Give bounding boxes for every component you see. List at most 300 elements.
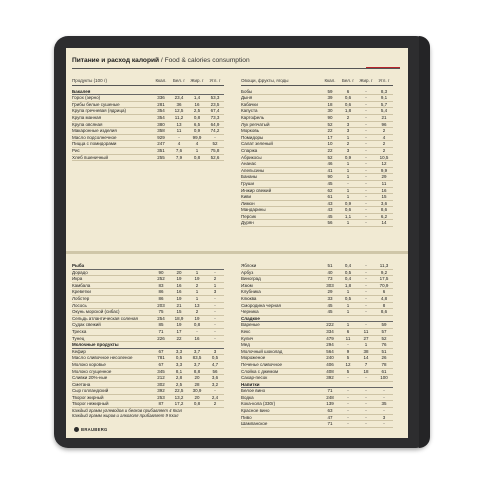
nutrition-value: 13 bbox=[176, 121, 182, 127]
product-name: Дорадо bbox=[72, 269, 88, 275]
nutrition-value: - bbox=[365, 388, 367, 394]
nutrition-value: 6 bbox=[346, 88, 350, 94]
table-row bbox=[241, 415, 393, 422]
nutrition-value: - bbox=[365, 375, 367, 381]
product-name: Молоко сгущенное bbox=[72, 368, 112, 374]
table-row bbox=[241, 375, 393, 382]
nutrition-value: 1 bbox=[213, 282, 217, 288]
column-header-value: Угл. г bbox=[209, 78, 221, 83]
table-row bbox=[241, 148, 393, 155]
table-row bbox=[241, 336, 393, 343]
product-name: Сахар-песок bbox=[241, 375, 268, 381]
nutrition-value: 45 bbox=[327, 302, 333, 308]
nutrition-value: 64,9 bbox=[210, 121, 220, 127]
product-name: Масло сливочное несоленое bbox=[72, 355, 133, 361]
nutrition-value: 78 bbox=[381, 361, 387, 367]
product-name: Красное вино bbox=[241, 408, 270, 414]
nutrition-value: 21 bbox=[176, 302, 182, 308]
nutrition-value: 9,9 bbox=[380, 167, 388, 173]
nutrition-value: 5 bbox=[346, 368, 350, 374]
product-name: Клюква bbox=[241, 295, 257, 301]
table-row bbox=[72, 276, 224, 283]
product-name: Водка bbox=[241, 394, 254, 400]
nutrition-value: 90 bbox=[158, 269, 164, 275]
nutrition-value: - bbox=[365, 134, 367, 140]
nutrition-value: - bbox=[383, 408, 385, 414]
nutrition-value: 2 bbox=[346, 141, 350, 147]
nutrition-value: 1 bbox=[346, 220, 350, 226]
nutrition-value: 0,5 bbox=[211, 355, 219, 361]
table-row bbox=[241, 401, 393, 408]
nutrition-value: 11,3 bbox=[379, 263, 389, 268]
table-row bbox=[241, 388, 393, 395]
nutrition-value: 22 bbox=[176, 335, 182, 341]
nutrition-value: 23,4 bbox=[174, 95, 184, 101]
nutrition-value: 26 bbox=[381, 355, 387, 361]
nutrition-value: 1 bbox=[195, 295, 199, 301]
nutrition-value: - bbox=[214, 309, 216, 315]
nutrition-value: 19 bbox=[176, 322, 182, 328]
table-header bbox=[72, 78, 224, 86]
nutrition-value: 51 bbox=[381, 348, 387, 354]
nutrition-value: - bbox=[365, 141, 367, 147]
nutrition-value: 8,3 bbox=[380, 88, 388, 94]
nutrition-value: 16 bbox=[176, 289, 182, 295]
table-row bbox=[241, 174, 393, 181]
table-row bbox=[72, 395, 224, 402]
nutrition-value: 61 bbox=[327, 194, 333, 200]
nutrition-value: 43 bbox=[327, 207, 333, 213]
nutrition-value: 22,5 bbox=[174, 388, 184, 394]
nutrition-value: 1 bbox=[346, 322, 350, 328]
nutrition-value: 35 bbox=[381, 401, 387, 407]
nutrition-value: 52,6 bbox=[210, 154, 220, 160]
product-name: Лобстер bbox=[72, 295, 90, 301]
nutrition-value: 99,9 bbox=[192, 134, 202, 140]
nutrition-value: 1 bbox=[346, 187, 350, 193]
product-name: Треска bbox=[72, 328, 87, 334]
nutrition-value: 19 bbox=[176, 276, 182, 282]
nutrition-value: 3,3 bbox=[175, 348, 183, 354]
nutrition-value: 75,8 bbox=[210, 147, 220, 153]
product-name: Кабачки bbox=[241, 101, 258, 107]
nutrition-value: 226 bbox=[157, 335, 165, 341]
column-header-value: Ккал. bbox=[155, 78, 167, 83]
nutrition-value: 7,6 bbox=[175, 147, 183, 153]
nutrition-value: 2 bbox=[346, 114, 350, 120]
nutrition-value: 3 bbox=[346, 147, 350, 153]
nutrition-value: - bbox=[347, 421, 349, 427]
section-title: Сладкое bbox=[241, 315, 260, 321]
product-name: Лосось bbox=[72, 302, 87, 308]
nutrition-value: 17 bbox=[176, 328, 182, 334]
nutrition-value: - bbox=[365, 121, 367, 127]
nutrition-value: - bbox=[214, 295, 216, 301]
column-header-value: Бел. г bbox=[172, 78, 186, 83]
nutrition-value: 8,1 bbox=[175, 368, 183, 374]
nutrition-value: 0,5 bbox=[175, 355, 183, 361]
nutrition-value: 61 bbox=[381, 368, 387, 374]
table-row bbox=[241, 362, 393, 369]
nutrition-value: 354 bbox=[157, 108, 165, 114]
nutrition-value: 36 bbox=[176, 101, 182, 107]
nutrition-value: - bbox=[365, 263, 367, 268]
product-name: Капуста bbox=[241, 108, 258, 114]
nutrition-value: 2 bbox=[382, 147, 386, 153]
table-row bbox=[72, 122, 224, 129]
nutrition-value: 0,5 bbox=[344, 295, 352, 301]
nutrition-value: 76 bbox=[381, 342, 387, 348]
product-name: Крупа манная bbox=[72, 114, 102, 120]
nutrition-value: 5,7 bbox=[380, 101, 388, 107]
nutrition-value: 781 bbox=[157, 355, 165, 361]
table-row bbox=[241, 322, 393, 329]
nutrition-value: 3 bbox=[213, 348, 217, 354]
table-row bbox=[72, 148, 224, 155]
nutrition-value: 90 bbox=[327, 174, 333, 180]
product-name: Яблоки bbox=[241, 263, 257, 268]
table-row bbox=[241, 309, 393, 316]
nutrition-value: 57 bbox=[381, 328, 387, 334]
nutrition-value: 0,6 bbox=[344, 101, 352, 107]
nutrition-value: 96 bbox=[381, 121, 387, 127]
nutrition-value: - bbox=[365, 207, 367, 213]
table-row bbox=[72, 296, 224, 303]
product-name: Пиво bbox=[241, 414, 252, 420]
nutrition-value: - bbox=[347, 388, 349, 394]
section-heading bbox=[72, 342, 224, 349]
table-row bbox=[241, 214, 393, 221]
nutrition-value: 392 bbox=[157, 388, 165, 394]
product-name: Крупа гречневая (ядрица) bbox=[72, 108, 127, 114]
table-row bbox=[241, 102, 393, 109]
nutrition-value: - bbox=[365, 114, 367, 120]
nutrition-value: 253 bbox=[157, 394, 165, 400]
nutrition-value: 1 bbox=[346, 161, 350, 167]
nutrition-value: 41 bbox=[327, 167, 333, 173]
table-row bbox=[241, 155, 393, 162]
product-name: Морковь bbox=[241, 128, 260, 134]
table-row bbox=[72, 401, 224, 408]
nutrition-value: - bbox=[365, 213, 367, 219]
table-row bbox=[72, 355, 224, 362]
table-row bbox=[72, 95, 224, 102]
product-name: Икра bbox=[72, 276, 83, 282]
nutrition-value: 45 bbox=[327, 309, 333, 315]
nutrition-value: - bbox=[365, 322, 367, 328]
table-row bbox=[241, 188, 393, 195]
nutrition-value: 30 bbox=[327, 108, 333, 114]
nutrition-value: 0,8 bbox=[193, 154, 201, 160]
nutrition-value: 8 bbox=[382, 302, 386, 308]
nutrition-value: 10 bbox=[327, 141, 333, 147]
nutrition-value: 8,6 bbox=[380, 309, 388, 315]
nutrition-value: 3,6 bbox=[211, 375, 219, 381]
nutrition-value: 1 bbox=[346, 134, 350, 140]
nutrition-value: 254 bbox=[157, 315, 165, 321]
nutrition-value: 62 bbox=[327, 187, 333, 193]
nutrition-value: - bbox=[347, 408, 349, 414]
table-row bbox=[241, 421, 393, 428]
nutrition-value: - bbox=[383, 394, 385, 400]
nutrition-value: 56 bbox=[327, 220, 333, 226]
nutrition-value: 29 bbox=[327, 289, 333, 295]
nutrition-value: 83,5 bbox=[192, 355, 202, 361]
nutrition-value: - bbox=[383, 421, 385, 427]
nutrition-value: 2 bbox=[382, 141, 386, 147]
nutrition-value: 0,6 bbox=[344, 95, 352, 101]
table-row bbox=[72, 115, 224, 122]
nutrition-value: 6 bbox=[382, 289, 386, 295]
nutrition-value: 203 bbox=[157, 302, 165, 308]
nutrition-value: - bbox=[365, 147, 367, 153]
product-name: Черника bbox=[241, 309, 259, 315]
column-header-value: Жир. г bbox=[190, 78, 204, 83]
nutrition-value: 3 bbox=[382, 414, 386, 420]
nutrition-value: 16 bbox=[194, 335, 200, 341]
nutrition-value: 281 bbox=[157, 101, 165, 107]
nutrition-value: - bbox=[214, 328, 216, 334]
nutrition-value: 8,6 bbox=[380, 207, 388, 213]
nutrition-value: 13 bbox=[194, 302, 200, 308]
product-name: Белое вино bbox=[241, 388, 266, 394]
nutrition-value: 16 bbox=[381, 187, 387, 193]
product-name: Кока-кола (330г) bbox=[241, 401, 276, 407]
product-name: Персик bbox=[241, 213, 256, 219]
nutrition-value: 28 bbox=[194, 381, 200, 387]
product-name: Креветки bbox=[72, 289, 91, 295]
table-row bbox=[72, 382, 224, 389]
nutrition-value: 6,5 bbox=[193, 121, 201, 127]
nutrition-value: 52 bbox=[381, 335, 387, 341]
nutrition-value: 2,5 bbox=[193, 108, 201, 114]
nutrition-value: 4 bbox=[382, 134, 386, 140]
nutrition-value: 19 bbox=[194, 276, 200, 282]
table-row bbox=[241, 122, 393, 129]
bottom-right-table bbox=[241, 263, 393, 428]
nutrition-value: 11 bbox=[363, 328, 369, 334]
product-name: Окунь морской (сибас) bbox=[72, 309, 120, 315]
nutrition-value: 564 bbox=[326, 348, 334, 354]
product-name: Молочный шоколад bbox=[241, 348, 283, 354]
nutrition-value: 11 bbox=[381, 180, 387, 186]
nutrition-value: 2 bbox=[195, 282, 199, 288]
nutrition-value: 9 bbox=[346, 348, 350, 354]
nutrition-value: 70,9 bbox=[379, 282, 389, 288]
product-name: Крупа овсяная bbox=[72, 121, 103, 127]
nutrition-value: 247 bbox=[157, 141, 165, 147]
product-name: Хлеб пшеничный bbox=[72, 154, 109, 160]
nutrition-value: 51 bbox=[327, 263, 333, 268]
nutrition-value: 1 bbox=[346, 289, 350, 295]
nutrition-value: 336 bbox=[157, 95, 165, 101]
nutrition-value: 9,1 bbox=[380, 95, 388, 101]
nutrition-value: 52 bbox=[212, 141, 218, 147]
nutrition-value: 1 bbox=[346, 174, 350, 180]
table-row bbox=[72, 155, 224, 162]
nutrition-value: 0,6 bbox=[344, 207, 352, 213]
section-heading bbox=[72, 89, 224, 96]
nutrition-value: 71 bbox=[327, 388, 333, 394]
table-row bbox=[241, 194, 393, 201]
nutrition-value: 3,7 bbox=[193, 348, 201, 354]
product-name: Бобы bbox=[241, 88, 253, 94]
nutrition-value: 71 bbox=[327, 421, 333, 427]
nutrition-value: 1 bbox=[364, 342, 368, 348]
bottom-left-table bbox=[72, 263, 224, 419]
product-name: Изюм bbox=[241, 282, 253, 288]
nutrition-value: 0,9 bbox=[344, 154, 352, 160]
nutrition-value: 3,7 bbox=[193, 361, 201, 367]
table-row bbox=[241, 349, 393, 356]
nutrition-value: - bbox=[365, 95, 367, 101]
nutrition-value: 252 bbox=[157, 276, 165, 282]
nutrition-value: 0,5 bbox=[344, 269, 352, 275]
nutrition-value: - bbox=[214, 388, 216, 394]
nutrition-value: 1 bbox=[346, 167, 350, 173]
nutrition-value: 302 bbox=[157, 381, 165, 387]
table-row bbox=[241, 395, 393, 402]
nutrition-value: - bbox=[365, 180, 367, 186]
nutrition-value: 67,4 bbox=[210, 108, 220, 114]
nutrition-value: 1,1 bbox=[344, 213, 352, 219]
nutrition-value: 0,8 bbox=[193, 322, 201, 328]
nutrition-value: 56 bbox=[212, 368, 218, 374]
table-row bbox=[241, 355, 393, 362]
product-name: Масло подсолнечное bbox=[72, 134, 117, 140]
table-row bbox=[241, 207, 393, 214]
top-right-table bbox=[241, 78, 393, 227]
table-row bbox=[72, 289, 224, 296]
table-row bbox=[72, 135, 224, 142]
nutrition-value: - bbox=[214, 322, 216, 328]
nutrition-value: 12 bbox=[381, 161, 387, 167]
table-row bbox=[72, 270, 224, 277]
nutrition-value: - bbox=[365, 276, 367, 282]
table-row bbox=[241, 181, 393, 188]
nutrition-value: 303 bbox=[326, 282, 334, 288]
title-accent-rule bbox=[366, 67, 400, 68]
footnote: Каждый грамм углеводов и белков прибавляет 4 Ккал bbox=[72, 408, 183, 414]
nutrition-value: 11,2 bbox=[174, 114, 184, 120]
table-row bbox=[241, 89, 393, 96]
nutrition-value: 0,9 bbox=[344, 200, 352, 206]
nutrition-value: 1 bbox=[195, 269, 199, 275]
nutrition-value: 15 bbox=[176, 309, 182, 315]
nutrition-value: - bbox=[365, 101, 367, 107]
nutrition-value: 8,8 bbox=[193, 368, 201, 374]
nutrition-value: - bbox=[365, 187, 367, 193]
nutrition-value: 17,5 bbox=[379, 276, 389, 282]
elastic-strap bbox=[419, 36, 430, 448]
nutrition-value: - bbox=[214, 302, 216, 308]
nutrition-value: 212 bbox=[157, 375, 165, 381]
nutrition-value: 2,4 bbox=[211, 394, 219, 400]
product-name: Помидоры bbox=[241, 134, 264, 140]
nutrition-value: 0,8 bbox=[193, 401, 201, 407]
nutrition-value: 20 bbox=[194, 394, 200, 400]
product-name: Бананы bbox=[241, 174, 258, 180]
nutrition-value: 16 bbox=[194, 101, 200, 107]
nutrition-value: 1,8 bbox=[344, 108, 352, 114]
nutrition-value: - bbox=[365, 421, 367, 427]
table-row bbox=[72, 283, 224, 290]
nutrition-value: 10,5 bbox=[379, 154, 389, 160]
nutrition-value: 39 bbox=[327, 95, 333, 101]
footnote: Каждый грамм жиров и алкоголя прибавляет 9 Ккал bbox=[72, 413, 179, 419]
nutrition-value: 3,3 bbox=[175, 361, 183, 367]
nutrition-value: 7 bbox=[364, 361, 368, 367]
product-name: Салат зеленый bbox=[241, 141, 273, 147]
nutrition-value: - bbox=[365, 414, 367, 420]
product-name: Ананас bbox=[241, 161, 257, 167]
nutrition-value: 33 bbox=[327, 295, 333, 301]
nutrition-value: 1 bbox=[195, 289, 199, 295]
nutrition-value: 45 bbox=[327, 180, 333, 186]
table-row bbox=[241, 108, 393, 115]
product-name: Шампанское bbox=[241, 421, 268, 427]
product-name: Кефир bbox=[72, 348, 86, 354]
nutrition-value: 90 bbox=[327, 114, 333, 120]
page-title bbox=[72, 57, 250, 64]
nutrition-value: - bbox=[347, 375, 349, 381]
nutrition-value: - bbox=[365, 128, 367, 134]
table-row bbox=[72, 362, 224, 369]
nutrition-value: 71 bbox=[158, 328, 164, 334]
product-name: Инжир свежий bbox=[241, 187, 272, 193]
nutrition-value: 59 bbox=[381, 322, 387, 328]
nutrition-value: 13,2 bbox=[174, 394, 184, 400]
table-row bbox=[72, 349, 224, 356]
title-rule bbox=[72, 68, 400, 69]
column-header-product: Овощи, фрукты, ягоды bbox=[241, 78, 289, 83]
nutrition-value: 4,7 bbox=[211, 361, 219, 367]
nutrition-value: 1,4 bbox=[193, 95, 201, 101]
nutrition-value: 6,2 bbox=[380, 213, 388, 219]
nutrition-value: 40 bbox=[327, 269, 333, 275]
product-name: Кекс bbox=[241, 328, 251, 334]
nutrition-value: 3 bbox=[346, 121, 350, 127]
nutrition-value: 22 bbox=[327, 147, 333, 153]
table-row bbox=[241, 408, 393, 415]
table-row bbox=[241, 201, 393, 208]
nutrition-value: 2,5 bbox=[175, 381, 183, 387]
nutrition-value: - bbox=[347, 180, 349, 186]
nutrition-value: - bbox=[365, 401, 367, 407]
nutrition-value: 1 bbox=[346, 194, 350, 200]
nutrition-value: - bbox=[196, 328, 198, 334]
nutrition-value: - bbox=[365, 161, 367, 167]
product-name: Дурян bbox=[241, 220, 254, 226]
nutrition-value: - bbox=[365, 194, 367, 200]
nutrition-value: 14 bbox=[363, 355, 369, 361]
nutrition-value: 20 bbox=[176, 269, 182, 275]
nutrition-value: 380 bbox=[157, 121, 165, 127]
nutrition-value: 83 bbox=[158, 282, 164, 288]
section-title: Напитки bbox=[241, 381, 260, 387]
nutrition-value: 3 bbox=[213, 289, 217, 295]
product-name: Печенье сливочное bbox=[241, 361, 282, 367]
nutrition-value: 59 bbox=[327, 88, 333, 94]
brand-icon bbox=[74, 427, 79, 432]
nutrition-value: 67 bbox=[158, 348, 164, 354]
nutrition-value: 52 bbox=[327, 154, 333, 160]
nutrition-value: 43 bbox=[327, 200, 333, 206]
table-row bbox=[72, 336, 224, 343]
nutrition-value: 0,8 bbox=[193, 114, 201, 120]
product-name: Судак свежий bbox=[72, 322, 101, 328]
nutrition-value: 4 bbox=[195, 141, 199, 147]
